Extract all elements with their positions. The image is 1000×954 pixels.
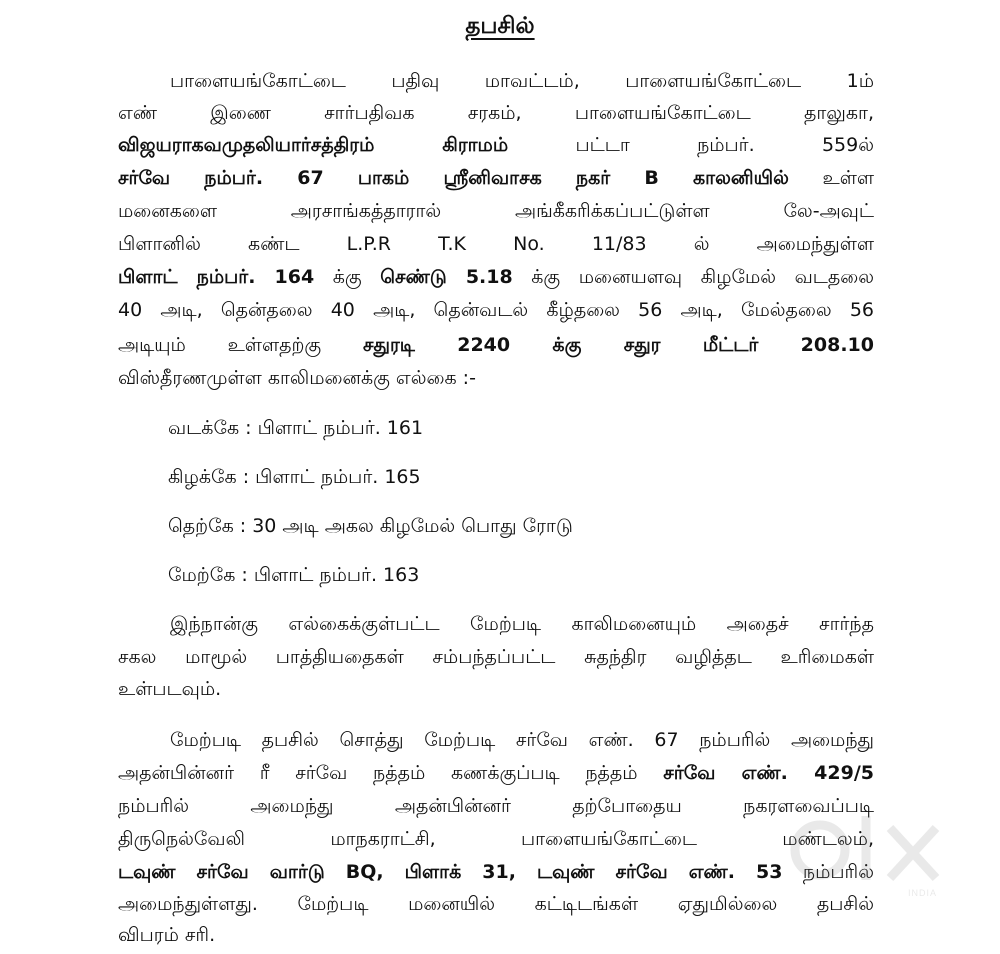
paragraph1-line2: எண் இணை சார்பதிவக சரகம், பாளையங்கோட்டை தாலுகா,	[118, 102, 874, 124]
paragraph3-text: அதன்பின்னர் ரீ சர்வே நத்தம் கணக்குப்படி நத்தம்	[118, 762, 638, 784]
paragraph1-line8: 40 அடி, தென்தலை 40 அடி, தென்வடல் கீழ்தலை 56 அடி, மேல்தலை 56	[118, 299, 874, 321]
paragraph1-line9	[118, 330, 874, 360]
town-survey-details: டவுண் சர்வே வார்டு BQ, பிளாக் 31, டவுண் சர்வே எண். 53	[118, 861, 783, 883]
svg-text:INDIA: INDIA	[908, 888, 938, 898]
cent-area: செண்டு 5.18	[380, 266, 513, 288]
paragraph3-line1: மேற்படி தபசில் சொத்து மேற்படி சர்வே எண். 67 நம்பரில் அமைந்து	[170, 729, 874, 751]
paragraph3-line3: நம்பரில் அமைந்து அதன்பின்னர் தற்போதைய நகரளவைப்படி	[118, 795, 874, 817]
paragraph3-text: நம்பரில்	[802, 861, 874, 883]
paragraph1-text: க்கு மனையளவு கிழமேல் வடதலை	[531, 266, 874, 288]
paragraph1-text: அடியும் உள்ளதற்கு	[118, 334, 322, 356]
paragraph3-line2	[118, 758, 874, 788]
paragraph1-line1: பாளையங்கோட்டை பதிவு மாவட்டம், பாளையங்கோட்டை 1ம்	[170, 70, 874, 92]
boundary-north: வடக்கே : பிளாட் நம்பர். 161	[168, 417, 424, 439]
paragraph1-line3	[118, 130, 874, 160]
paragraph1-line10: விஸ்தீரணமுள்ள காலிமனைக்கு எல்கை :-	[118, 367, 476, 389]
paragraph1-text: உள்ள	[822, 167, 874, 189]
paragraph3-line4: திருநெல்வேலி மாநகராட்சி, பாளையங்கோட்டை மண்டலம்,	[118, 828, 874, 850]
boundary-south: தெற்கே : 30 அடி அகல கிழமேல் பொது ரோடு	[168, 515, 573, 537]
boundary-west: மேற்கே : பிளாட் நம்பர். 163	[168, 564, 420, 586]
paragraph1-line5: மனைகளை அரசாங்கத்தாரால் அங்கீகரிக்கப்பட்டுள்ள லே-அவுட்	[118, 200, 874, 222]
patta-number: பட்டா நம்பர். 559ல்	[575, 134, 874, 156]
village-name: விஜயராகவமுதலியார்சத்திரம் கிராமம்	[118, 134, 509, 156]
paragraph1-line6: பிளானில் கண்ட L.P.R T.K No. 11/83 ல் அமைந்துள்ள	[118, 233, 874, 255]
paragraph3-line7: விபரம் சரி.	[118, 924, 216, 946]
boundary-east: கிழக்கே : பிளாட் நம்பர். 165	[168, 466, 421, 488]
survey-number: சர்வே நம்பர். 67 பாகம் ஸ்ரீனிவாசக நகர் B காலனியில்	[118, 167, 789, 189]
natham-survey-number: சர்வே எண். 429/5	[663, 762, 874, 784]
paragraph2-line2: சகல மாமூல் பாத்தியதைகள் சம்பந்தப்பட்ட சுதந்திர வழித்தட உரிமைகள்	[118, 646, 874, 668]
document-title: தபசில்	[465, 13, 535, 39]
paragraph1-line7	[118, 262, 874, 292]
paragraph3-line5	[118, 857, 874, 887]
paragraph1-text: க்கு	[332, 266, 362, 288]
paragraph1-line4	[118, 163, 874, 193]
paragraph3-line6: அமைந்துள்ளது. மேற்படி மனையில் கட்டிடங்கள் ஏதுமில்லை தபசில்	[118, 893, 874, 915]
paragraph2-line1: இந்நான்கு எல்கைக்குள்பட்ட மேற்படி காலிமனையும் அதைச் சார்ந்த	[170, 613, 874, 635]
paragraph2-line3: உள்படவும்.	[118, 678, 222, 700]
plot-number: பிளாட் நம்பர். 164	[118, 266, 315, 288]
area-measurement: சதுரடி 2240 க்கு சதுர மீட்டர் 208.10	[362, 334, 874, 356]
